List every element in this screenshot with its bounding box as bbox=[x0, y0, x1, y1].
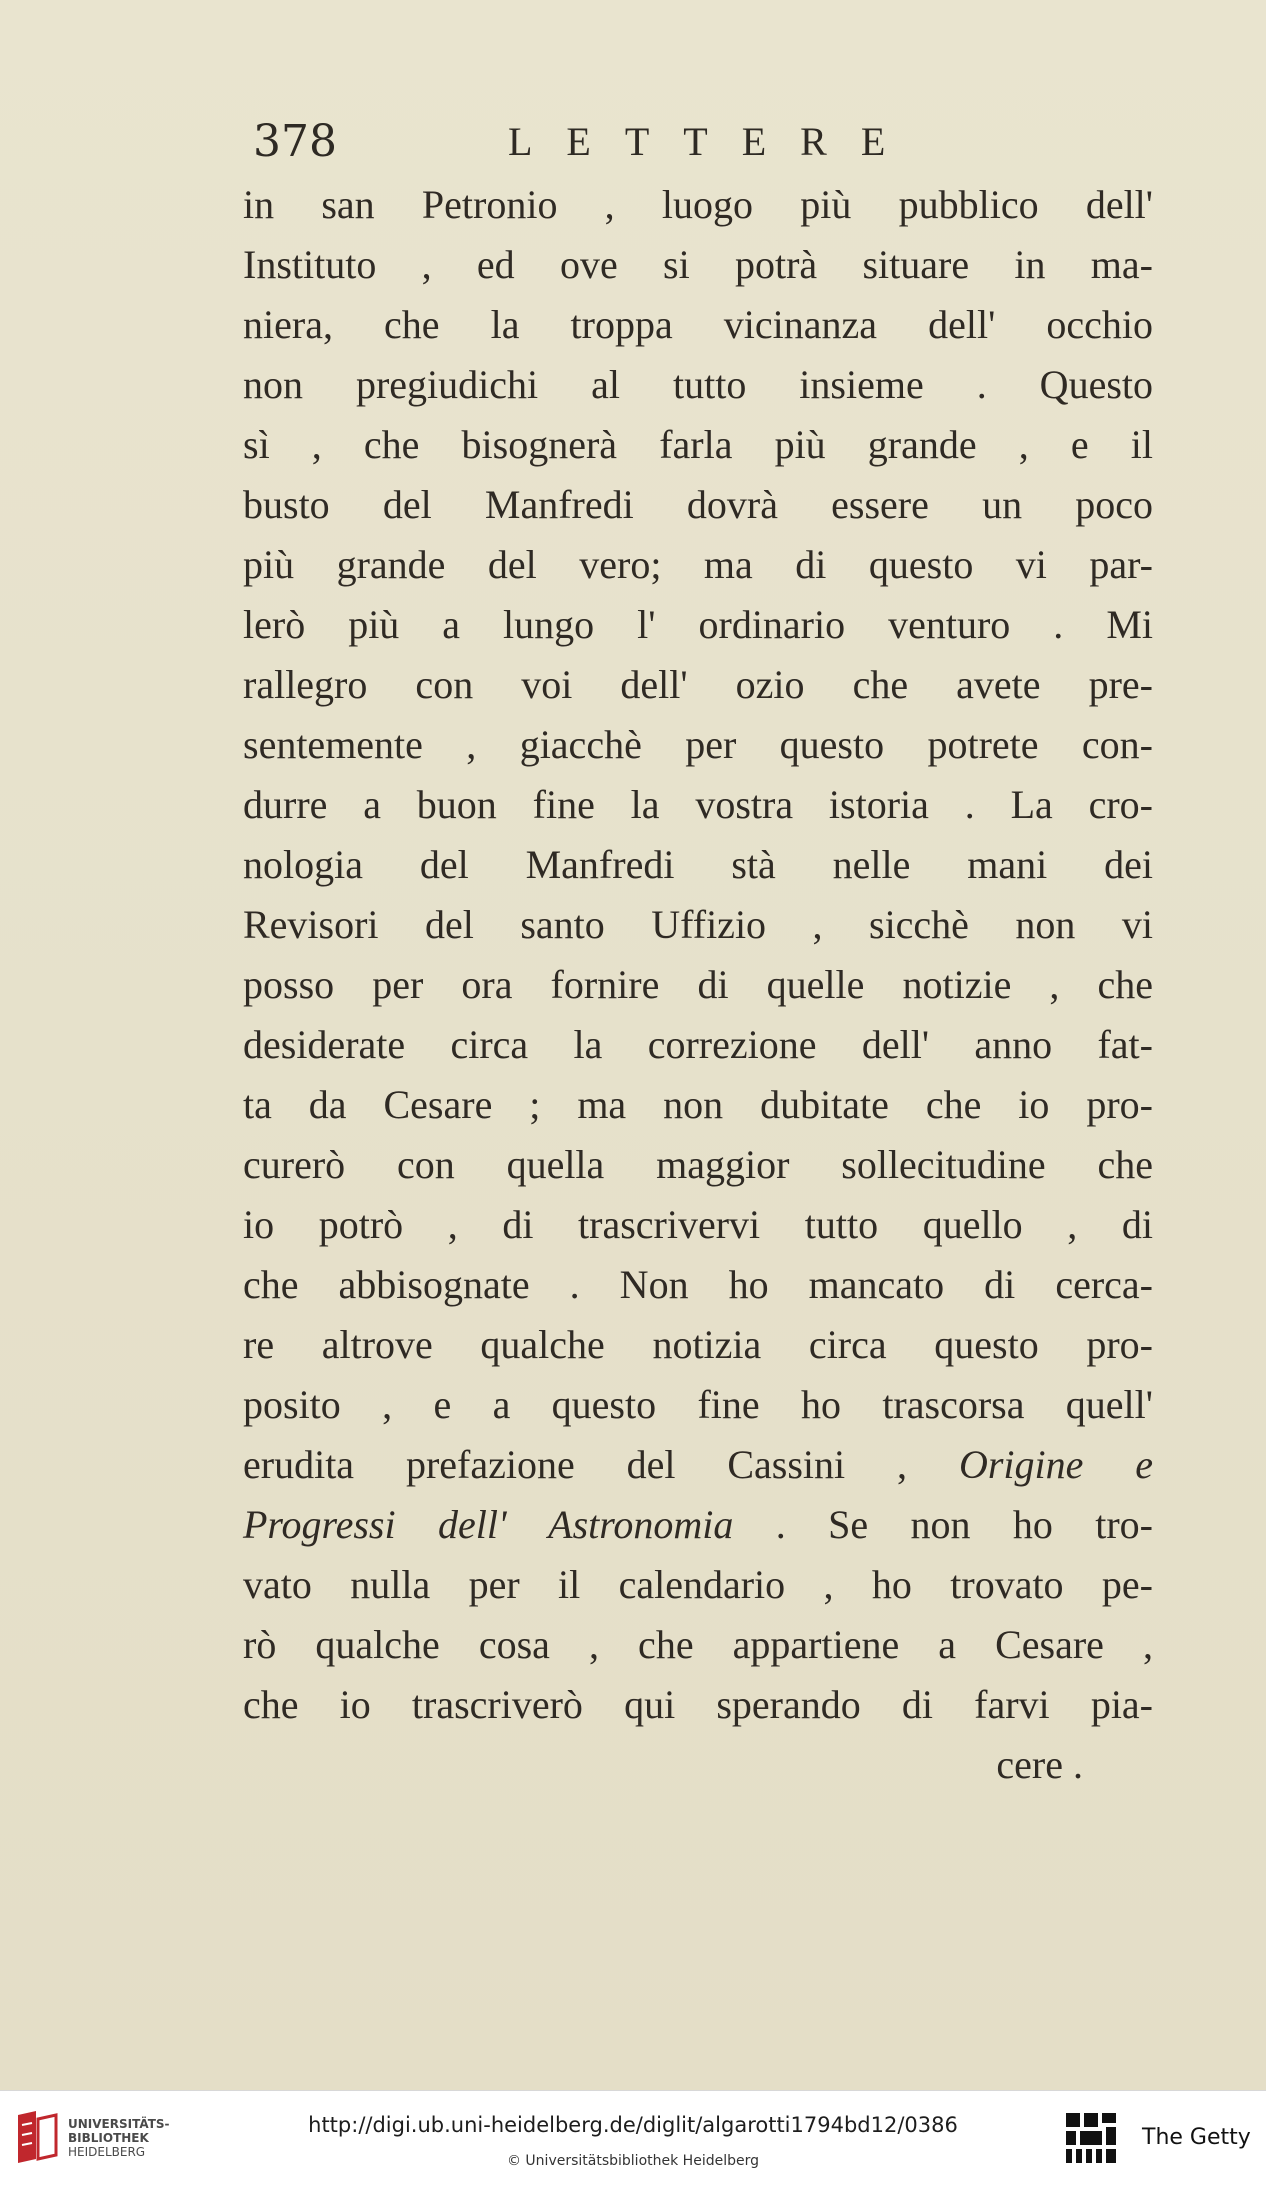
text-segment: erudita prefazione del Cassini , bbox=[243, 1442, 959, 1487]
text-line: che io trascriverò qui sperando di farvi pia- bbox=[243, 1682, 1153, 1727]
text-line: busto del Manfredi dovrà essere un poco bbox=[243, 482, 1153, 527]
library-name-line: BIBLIOTHEK bbox=[68, 2131, 149, 2145]
text-line: posito , e a questo fine ho trascorsa quell' bbox=[243, 1382, 1153, 1427]
text-segment: . Se non ho tro- bbox=[733, 1502, 1153, 1547]
italic-title-segment: Progressi dell' Astronomia bbox=[243, 1502, 734, 1547]
italic-title-segment: Origine e bbox=[958, 1442, 1154, 1487]
permalink-url[interactable]: http://digi.ub.uni-heidelberg.de/diglit/algarotti1794bd12/0386 bbox=[308, 2113, 958, 2137]
text-line: rò qualche cosa , che appartiene a Cesare , bbox=[243, 1622, 1153, 1667]
partner-name: The Getty bbox=[1142, 2125, 1251, 2150]
page-number: 378 bbox=[253, 116, 337, 167]
getty-logo-icon bbox=[1064, 2111, 1120, 2165]
text-line: lerò più a lungo l' ordinario venturo . Mi bbox=[243, 602, 1153, 647]
text-line: non pregiudichi al tutto insieme . Questo bbox=[243, 362, 1153, 407]
text-line: vato nulla per il calendario , ho trovato pe- bbox=[243, 1562, 1153, 1607]
text-line: posso per ora fornire di quelle notizie , che bbox=[243, 962, 1153, 1007]
text-line: rallegro con voi dell' ozio che avete pre- bbox=[243, 662, 1153, 707]
page-header bbox=[243, 112, 1083, 172]
text-line: io potrò , di trascrivervi tutto quello , di bbox=[243, 1202, 1153, 1247]
text-line: sì , che bisognerà farla più grande , e il bbox=[243, 422, 1153, 467]
viewer-footer bbox=[0, 2090, 1266, 2185]
catchword: cere . bbox=[996, 1742, 1083, 1787]
text-line: Instituto , ed ove si potrà situare in ma- bbox=[243, 242, 1153, 287]
text-line-with-italic bbox=[243, 1435, 1153, 1495]
library-name-line: HEIDELBERG bbox=[68, 2145, 146, 2159]
text-line: più grande del vero; ma di questo vi par- bbox=[243, 542, 1153, 587]
text-line: desiderate circa la correzione dell' anno fat- bbox=[243, 1022, 1153, 1067]
text-line: ta da Cesare ; ma non dubitate che io pro- bbox=[243, 1082, 1153, 1127]
text-line: sentemente , giacchè per questo potrete con- bbox=[243, 722, 1153, 767]
text-line: niera, che la troppa vicinanza dell' occhio bbox=[243, 302, 1153, 347]
body-text bbox=[243, 175, 1153, 1795]
text-line-with-italic bbox=[243, 1495, 1153, 1555]
text-line: Revisori del santo Uffizio , sicchè non vi bbox=[243, 902, 1153, 947]
text-line: curerò con quella maggior sollecitudine che bbox=[243, 1142, 1153, 1187]
text-line: re altrove qualche notizia circa questo pro- bbox=[243, 1322, 1153, 1367]
text-line: in san Petronio , luogo più pubblico dell' bbox=[243, 182, 1153, 227]
library-name-line: UNIVERSITÄTS- bbox=[68, 2117, 170, 2131]
copyright-notice: © Universitätsbibliothek Heidelberg bbox=[506, 2153, 759, 2169]
text-line: durre a buon fine la vostra istoria . La cro- bbox=[243, 782, 1153, 827]
running-title: LETTERE bbox=[508, 119, 920, 164]
text-line: che abbisognate . Non ho mancato di cerca- bbox=[243, 1262, 1153, 1307]
text-line: nologia del Manfredi stà nelle mani dei bbox=[243, 842, 1153, 887]
getty-logo[interactable] bbox=[1064, 2105, 1254, 2171]
